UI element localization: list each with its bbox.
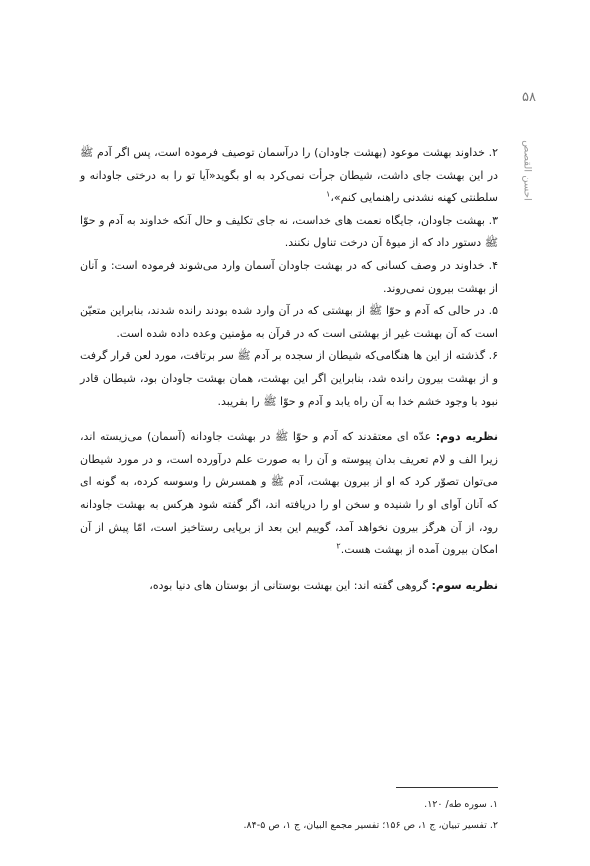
footnote-2: ۲. تفسیر تبیان، ج ۱، ص ۱۵۶؛ تفسیر مجمع البیان، ج ۱، ص ۵-۸۴. [243,820,498,831]
paragraph-3: ۳. بهشت جاودان، جایگاه نعمت های خداست، نه جای تکلیف و حال آنکه خداوند به آدم و حوّا ﷺ دستور داد که از میوهٔ آن درخت تناول نکنند. [80,213,498,250]
footnote-divider [396,787,498,788]
theory-3-label: نظریه سوم: [431,578,498,592]
theory-3-text: گروهی گفته اند: این بهشت بوستانی از بوستان های دنیا بوده، [149,578,432,592]
main-text [80,142,498,597]
paragraph-4: ۴. خداوند در وصف کسانی که در بهشت جاودان آسمان وارد می‌شوند فرموده است: و آنان از بهشت بیرون نمی‌روند. [80,258,498,295]
paragraph-gap [80,413,498,426]
paragraph-2-text: ۲. خداوند بهشت موعود (بهشت جاودان) را درآسمان توصیف فرموده است، پس اگر آدم ﷺ در این بهشت جای داشت، شیطان جرأت نمی‌کرد به او بگوید«آیا تو را به درختی جاودانه و سلطنتی کهنه نشدنی راهنمایی کنم»، [80,146,498,205]
paragraph-gap [80,562,498,575]
footnote-1: ۱. سوره طه/ ۱۲۰. [424,799,498,810]
running-title [512,140,542,200]
theory-2-paragraph [80,426,498,562]
theory-2-label: نظریه دوم: [435,430,498,444]
paragraph-2 [80,142,498,210]
paragraph-5: ۵. در حالی که آدم و حوّا ﷺ از بهشتی که در آن وارد شده بودند رانده شدند، بنابراین متعیّن است که آن بهشت غیر از بهشتی است که در قرآن به مؤمنین وعده داده شده است. [80,304,498,340]
footnote-ref-1[interactable]: ۱ [326,189,331,199]
theory-3-paragraph [80,575,498,598]
running-title-text: احسن القصص [521,139,533,201]
paragraph-6: ۶. گذشته از این ها هنگامی‌که شیطان از سجده بر آدم ﷺ سر برتافت، مورد لعن قرار گرفت و از بهشت بیرون رانده شد، بنابراین اگر این بهشت، همان بهشت جاودان بود، شیطان قادر نبود با وجود خشم خدا به آن راه یابد و آدم و حوّا ﷺ را بفریبد. [80,349,498,408]
footnotes [80,794,498,836]
page-number: ۵۸ [522,90,536,105]
theory-2-text: عدّه ای معتقدند که آدم و حوّا ﷺ در بهشت جاودانه (آسمان) می‌زیسته اند، زیرا الف و لام تعریف بدان پیوسته و آن را به صورت علم درآورده است، و در مورد شیطان می‌توان تصوّر کرد که او از بیرون بهشت، آدم ﷺ و همسرش را وسوسه کرده، به گونه ای که آنان آوای او را شنیده و سخن او را دریافته اند، اگر گفته شود هرکس به بهشت جاودانه رود، از آن هرگز بیرون نخواهد آمد، گوییم این بعد از برپایی رستاخیز است، امّا پیش از آن امکان بیرون آمده از بهشت هست. [80,430,498,557]
footnote-ref-2[interactable]: ۲ [336,541,341,551]
